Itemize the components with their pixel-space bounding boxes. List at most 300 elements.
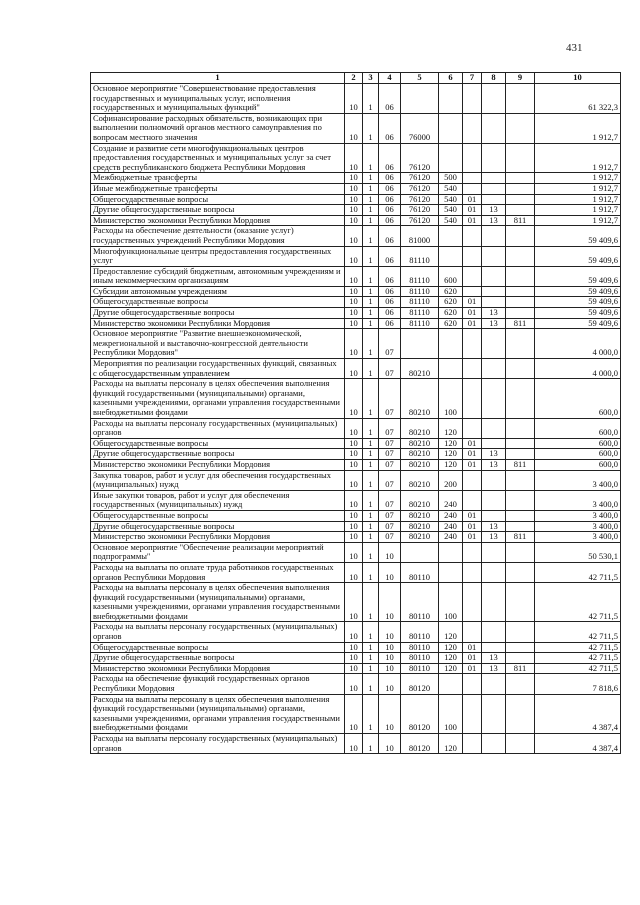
cell-amount: 59 409,6 — [535, 308, 621, 319]
cell-col9 — [506, 542, 535, 562]
cell-col2: 10 — [345, 663, 363, 674]
cell-col3: 1 — [363, 510, 379, 521]
column-header: 8 — [482, 73, 506, 84]
cell-col8 — [482, 113, 506, 143]
cell-col7 — [463, 286, 482, 297]
table-row — [91, 438, 621, 449]
cell-col5: 76120 — [401, 183, 439, 194]
cell-col4: 06 — [379, 318, 401, 329]
cell-amount: 3 400,0 — [535, 510, 621, 521]
cell-col4: 10 — [379, 663, 401, 674]
cell-col3: 1 — [363, 308, 379, 319]
cell-col5: 81110 — [401, 286, 439, 297]
cell-col3: 1 — [363, 84, 379, 114]
cell-col6: 120 — [439, 438, 463, 449]
cell-amount: 1 912,7 — [535, 194, 621, 205]
cell-col8: 13 — [482, 663, 506, 674]
row-name: Иные межбюджетные трансферты — [91, 183, 345, 194]
row-name: Многофункциональные центры предоставления государственных услуг — [91, 246, 345, 266]
cell-col5: 81110 — [401, 308, 439, 319]
cell-col8 — [482, 226, 506, 246]
cell-col8 — [482, 438, 506, 449]
column-header: 5 — [401, 73, 439, 84]
cell-amount: 59 409,6 — [535, 266, 621, 286]
cell-col5 — [401, 542, 439, 562]
cell-col8 — [482, 674, 506, 694]
cell-col7: 01 — [463, 653, 482, 664]
cell-col6: 620 — [439, 308, 463, 319]
table-row — [91, 173, 621, 184]
cell-col6: 100 — [439, 583, 463, 622]
table-row — [91, 84, 621, 114]
cell-col7 — [463, 266, 482, 286]
cell-col5: 80210 — [401, 470, 439, 490]
cell-col5: 76120 — [401, 143, 439, 173]
cell-amount: 42 711,5 — [535, 653, 621, 664]
cell-col5: 80120 — [401, 694, 439, 733]
cell-col3: 1 — [363, 694, 379, 733]
cell-col7 — [463, 246, 482, 266]
cell-col7: 01 — [463, 194, 482, 205]
cell-col5: 80110 — [401, 653, 439, 664]
cell-col5: 80110 — [401, 562, 439, 582]
cell-col2: 10 — [345, 694, 363, 733]
cell-col2: 10 — [345, 438, 363, 449]
cell-col2: 10 — [345, 194, 363, 205]
table-row — [91, 297, 621, 308]
cell-col6 — [439, 674, 463, 694]
cell-col4: 06 — [379, 308, 401, 319]
cell-amount: 1 912,7 — [535, 183, 621, 194]
cell-col9 — [506, 226, 535, 246]
cell-col7 — [463, 734, 482, 754]
cell-col7: 01 — [463, 459, 482, 470]
cell-col4: 07 — [379, 359, 401, 379]
cell-col3: 1 — [363, 734, 379, 754]
cell-col4: 10 — [379, 583, 401, 622]
cell-col8 — [482, 84, 506, 114]
cell-col5: 81110 — [401, 246, 439, 266]
column-header: 10 — [535, 73, 621, 84]
cell-col2: 10 — [345, 622, 363, 642]
cell-col5: 80210 — [401, 449, 439, 460]
cell-col9 — [506, 205, 535, 216]
row-name: Другие общегосударственные вопросы — [91, 205, 345, 216]
column-header: 4 — [379, 73, 401, 84]
cell-col4: 06 — [379, 173, 401, 184]
cell-col8: 13 — [482, 318, 506, 329]
cell-col4: 07 — [379, 490, 401, 510]
cell-col8 — [482, 266, 506, 286]
cell-col6: 240 — [439, 510, 463, 521]
cell-col3: 1 — [363, 674, 379, 694]
cell-col3: 1 — [363, 226, 379, 246]
row-name: Министерство экономики Республики Мордовия — [91, 459, 345, 470]
cell-col2: 10 — [345, 183, 363, 194]
cell-amount: 50 530,1 — [535, 542, 621, 562]
row-name: Общегосударственные вопросы — [91, 194, 345, 205]
cell-col3: 1 — [363, 642, 379, 653]
cell-col4: 07 — [379, 459, 401, 470]
cell-col9 — [506, 183, 535, 194]
table-row — [91, 583, 621, 622]
cell-col7 — [463, 490, 482, 510]
cell-col4: 06 — [379, 297, 401, 308]
cell-col2: 10 — [345, 143, 363, 173]
cell-col4: 07 — [379, 510, 401, 521]
table-row — [91, 205, 621, 216]
cell-col3: 1 — [363, 297, 379, 308]
cell-col8 — [482, 490, 506, 510]
cell-col2: 10 — [345, 642, 363, 653]
cell-col8: 13 — [482, 521, 506, 532]
cell-col2: 10 — [345, 449, 363, 460]
cell-col4: 07 — [379, 438, 401, 449]
table-row — [91, 459, 621, 470]
cell-col8 — [482, 510, 506, 521]
cell-col5: 80210 — [401, 418, 439, 438]
cell-amount: 1 912,7 — [535, 113, 621, 143]
cell-col7 — [463, 379, 482, 418]
cell-col6: 100 — [439, 379, 463, 418]
table-row — [91, 308, 621, 319]
table-row — [91, 379, 621, 418]
cell-col4: 06 — [379, 84, 401, 114]
cell-col9 — [506, 286, 535, 297]
row-name: Министерство экономики Республики Мордовия — [91, 532, 345, 543]
table-row — [91, 143, 621, 173]
cell-col8 — [482, 470, 506, 490]
cell-col7 — [463, 173, 482, 184]
cell-col7 — [463, 622, 482, 642]
cell-amount: 42 711,5 — [535, 583, 621, 622]
cell-col6 — [439, 246, 463, 266]
table-row — [91, 266, 621, 286]
cell-col2: 10 — [345, 653, 363, 664]
cell-col4: 10 — [379, 642, 401, 653]
cell-col5: 80210 — [401, 532, 439, 543]
cell-col6: 620 — [439, 297, 463, 308]
cell-col7: 01 — [463, 205, 482, 216]
cell-col2: 10 — [345, 521, 363, 532]
row-name: Создание и развитие сети многофункциональных центров предоставления государственных и муниципальных услуг за счет средств республиканского бюджета Республики Мордовия — [91, 143, 345, 173]
cell-col5: 80120 — [401, 674, 439, 694]
cell-col2: 10 — [345, 359, 363, 379]
cell-col9 — [506, 642, 535, 653]
cell-col7: 01 — [463, 642, 482, 653]
cell-col6 — [439, 562, 463, 582]
cell-col4: 10 — [379, 734, 401, 754]
cell-col3: 1 — [363, 470, 379, 490]
row-name: Расходы на выплаты персоналу государственных (муниципальных) органов — [91, 734, 345, 754]
table-row — [91, 113, 621, 143]
cell-col7: 01 — [463, 532, 482, 543]
cell-col5: 81110 — [401, 266, 439, 286]
cell-col7: 01 — [463, 449, 482, 460]
cell-col9 — [506, 562, 535, 582]
table-row — [91, 286, 621, 297]
row-name: Расходы на выплаты персоналу в целях обеспечения выполнения функций государственными (муниципальными) органами, казенными учреждениями, органами управления государственными внебюджетными фондами — [91, 694, 345, 733]
row-name: Основное мероприятие "Развитие внешнеэкономической, межрегиональной и выставочно-конгрессной деятельности Республики Мордовия" — [91, 329, 345, 359]
row-name: Расходы на обеспечение функций государственных органов Республики Мордовия — [91, 674, 345, 694]
cell-col8 — [482, 329, 506, 359]
cell-col3: 1 — [363, 215, 379, 226]
cell-col9 — [506, 143, 535, 173]
table-row — [91, 622, 621, 642]
cell-col9 — [506, 510, 535, 521]
cell-col7 — [463, 542, 482, 562]
cell-col7: 01 — [463, 510, 482, 521]
cell-col3: 1 — [363, 653, 379, 664]
cell-col4: 06 — [379, 143, 401, 173]
cell-col9 — [506, 194, 535, 205]
cell-col9: 811 — [506, 318, 535, 329]
cell-col5: 76120 — [401, 205, 439, 216]
cell-col2: 10 — [345, 215, 363, 226]
cell-col2: 10 — [345, 286, 363, 297]
cell-col9 — [506, 470, 535, 490]
cell-col2: 10 — [345, 246, 363, 266]
cell-col5 — [401, 329, 439, 359]
cell-col5: 81110 — [401, 318, 439, 329]
page-number: 431 — [566, 42, 583, 54]
cell-col9 — [506, 622, 535, 642]
row-name: Министерство экономики Республики Мордовия — [91, 663, 345, 674]
row-name: Расходы на выплаты персоналу государственных (муниципальных) органов — [91, 622, 345, 642]
cell-col6: 100 — [439, 694, 463, 733]
row-name: Субсидии автономным учреждениям — [91, 286, 345, 297]
cell-col9 — [506, 653, 535, 664]
cell-col9: 811 — [506, 459, 535, 470]
cell-col3: 1 — [363, 266, 379, 286]
table-row — [91, 653, 621, 664]
cell-col8 — [482, 194, 506, 205]
row-name: Другие общегосударственные вопросы — [91, 449, 345, 460]
cell-col6: 120 — [439, 418, 463, 438]
cell-col5: 81000 — [401, 226, 439, 246]
cell-col6: 240 — [439, 532, 463, 543]
cell-amount: 1 912,7 — [535, 215, 621, 226]
table-row — [91, 226, 621, 246]
cell-amount: 42 711,5 — [535, 622, 621, 642]
row-name: Межбюджетные трансферты — [91, 173, 345, 184]
row-name: Другие общегосударственные вопросы — [91, 521, 345, 532]
cell-amount: 1 912,7 — [535, 173, 621, 184]
cell-col3: 1 — [363, 379, 379, 418]
cell-col5: 80210 — [401, 510, 439, 521]
cell-amount: 3 400,0 — [535, 490, 621, 510]
cell-col7 — [463, 226, 482, 246]
cell-col8 — [482, 622, 506, 642]
cell-col9 — [506, 734, 535, 754]
cell-col6: 540 — [439, 183, 463, 194]
cell-col5: 80120 — [401, 734, 439, 754]
table-row — [91, 663, 621, 674]
cell-col6 — [439, 113, 463, 143]
cell-col8: 13 — [482, 308, 506, 319]
table-row — [91, 418, 621, 438]
cell-col9 — [506, 674, 535, 694]
cell-col7: 01 — [463, 663, 482, 674]
column-header: 2 — [345, 73, 363, 84]
table-header-row — [91, 73, 621, 84]
row-name: Министерство экономики Республики Мордовия — [91, 215, 345, 226]
cell-col8 — [482, 173, 506, 184]
cell-col3: 1 — [363, 663, 379, 674]
cell-col8: 13 — [482, 532, 506, 543]
row-name: Общегосударственные вопросы — [91, 642, 345, 653]
cell-col5: 80210 — [401, 379, 439, 418]
cell-col8 — [482, 379, 506, 418]
cell-col7 — [463, 470, 482, 490]
cell-col9 — [506, 113, 535, 143]
cell-col7 — [463, 84, 482, 114]
cell-col9 — [506, 694, 535, 733]
cell-col3: 1 — [363, 113, 379, 143]
cell-col4: 06 — [379, 286, 401, 297]
table-row — [91, 246, 621, 266]
cell-col4: 06 — [379, 183, 401, 194]
cell-col6 — [439, 143, 463, 173]
cell-col4: 06 — [379, 205, 401, 216]
cell-amount: 59 409,6 — [535, 297, 621, 308]
cell-col5: 80110 — [401, 622, 439, 642]
cell-col3: 1 — [363, 449, 379, 460]
row-name: Общегосударственные вопросы — [91, 510, 345, 521]
cell-col8 — [482, 734, 506, 754]
cell-col4: 07 — [379, 329, 401, 359]
cell-col4: 07 — [379, 418, 401, 438]
cell-col9 — [506, 329, 535, 359]
cell-col2: 10 — [345, 379, 363, 418]
cell-col3: 1 — [363, 622, 379, 642]
cell-amount: 4 000,0 — [535, 359, 621, 379]
cell-col4: 10 — [379, 694, 401, 733]
row-name: Основное мероприятие "Совершенствование предоставления государственных и муниципальных услуг, исполнения государственных и муниципальных функций" — [91, 84, 345, 114]
cell-col4: 07 — [379, 532, 401, 543]
cell-col9 — [506, 521, 535, 532]
cell-col9 — [506, 418, 535, 438]
table-row — [91, 470, 621, 490]
cell-col2: 10 — [345, 583, 363, 622]
cell-col6 — [439, 359, 463, 379]
cell-col2: 10 — [345, 459, 363, 470]
cell-col7: 01 — [463, 308, 482, 319]
cell-col6: 120 — [439, 459, 463, 470]
cell-col7 — [463, 562, 482, 582]
cell-col7 — [463, 694, 482, 733]
cell-col2: 10 — [345, 562, 363, 582]
row-name: Основное мероприятие "Обеспечение реализации мероприятий подпрограммы" — [91, 542, 345, 562]
cell-col9 — [506, 297, 535, 308]
cell-col2: 10 — [345, 490, 363, 510]
table-row — [91, 694, 621, 733]
cell-col4: 10 — [379, 542, 401, 562]
cell-col6: 620 — [439, 286, 463, 297]
cell-col5: 76120 — [401, 194, 439, 205]
cell-col8 — [482, 694, 506, 733]
cell-col8: 13 — [482, 449, 506, 460]
cell-amount: 600,0 — [535, 449, 621, 460]
cell-col3: 1 — [363, 318, 379, 329]
cell-col8 — [482, 583, 506, 622]
cell-amount: 1 912,7 — [535, 205, 621, 216]
cell-col6: 120 — [439, 653, 463, 664]
cell-col8 — [482, 359, 506, 379]
cell-col4: 06 — [379, 194, 401, 205]
cell-col5: 76120 — [401, 215, 439, 226]
cell-col3: 1 — [363, 532, 379, 543]
cell-col6: 120 — [439, 622, 463, 642]
cell-col6 — [439, 542, 463, 562]
row-name: Министерство экономики Республики Мордовия — [91, 318, 345, 329]
cell-col9 — [506, 359, 535, 379]
cell-col3: 1 — [363, 562, 379, 582]
cell-col6: 240 — [439, 490, 463, 510]
cell-col8 — [482, 143, 506, 173]
cell-col2: 10 — [345, 205, 363, 216]
cell-col3: 1 — [363, 173, 379, 184]
cell-col4: 07 — [379, 521, 401, 532]
column-header: 3 — [363, 73, 379, 84]
cell-col9 — [506, 84, 535, 114]
cell-col2: 10 — [345, 418, 363, 438]
row-name: Расходы на выплаты персоналу в целях обеспечения выполнения функций государственными (муниципальными) органами, казенными учреждениями, органами управления государственными внебюджетными фондами — [91, 583, 345, 622]
cell-col6: 620 — [439, 318, 463, 329]
cell-col5: 80110 — [401, 663, 439, 674]
cell-col5: 80210 — [401, 459, 439, 470]
cell-amount: 3 400,0 — [535, 521, 621, 532]
cell-col9 — [506, 173, 535, 184]
cell-col6: 240 — [439, 521, 463, 532]
cell-amount: 4 387,4 — [535, 734, 621, 754]
row-name: Иные закупки товаров, работ и услуг для обеспечения государственных (муниципальных) нужд — [91, 490, 345, 510]
row-name: Расходы на обеспечение деятельности (оказание услуг) государственных учреждений Республики Мордовия — [91, 226, 345, 246]
table-row — [91, 521, 621, 532]
cell-col9 — [506, 246, 535, 266]
cell-col7 — [463, 418, 482, 438]
cell-col4: 07 — [379, 379, 401, 418]
cell-col7 — [463, 674, 482, 694]
cell-col2: 10 — [345, 266, 363, 286]
table-row — [91, 674, 621, 694]
cell-amount: 42 711,5 — [535, 562, 621, 582]
table-row — [91, 734, 621, 754]
cell-amount: 3 400,0 — [535, 470, 621, 490]
row-name: Общегосударственные вопросы — [91, 297, 345, 308]
table-row — [91, 532, 621, 543]
row-name: Предоставление субсидий бюджетным, автономным учреждениям и иным некоммерческим организациям — [91, 266, 345, 286]
cell-col6 — [439, 84, 463, 114]
cell-col8 — [482, 542, 506, 562]
cell-col7: 01 — [463, 521, 482, 532]
cell-col2: 10 — [345, 297, 363, 308]
cell-col2: 10 — [345, 542, 363, 562]
cell-col9: 811 — [506, 663, 535, 674]
cell-col6: 200 — [439, 470, 463, 490]
cell-col4: 10 — [379, 622, 401, 642]
row-name: Расходы на выплаты персоналу в целях обеспечения выполнения функций государственными (муниципальными) органами, казенными учреждениями, органами управления государственными внебюджетными фондами — [91, 379, 345, 418]
cell-col3: 1 — [363, 583, 379, 622]
cell-col3: 1 — [363, 521, 379, 532]
cell-col2: 10 — [345, 113, 363, 143]
cell-col8: 13 — [482, 459, 506, 470]
cell-amount: 61 322,3 — [535, 84, 621, 114]
table-row — [91, 183, 621, 194]
table-row — [91, 642, 621, 653]
cell-col7: 01 — [463, 215, 482, 226]
cell-col6: 540 — [439, 215, 463, 226]
